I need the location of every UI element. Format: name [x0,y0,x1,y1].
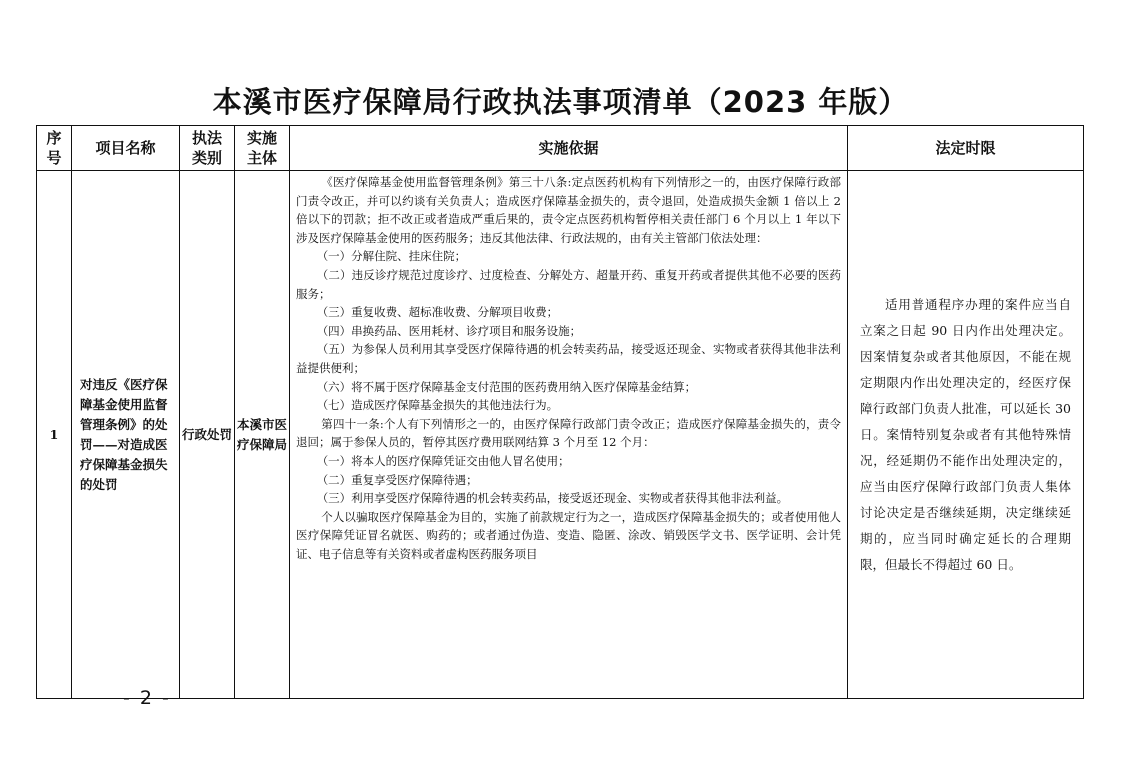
header-seq: 序号 [37,126,72,171]
table-row [37,171,1084,699]
table-header-row [37,126,1084,171]
basis-paragraph: 第四十一条:个人有下列情形之一的，由医疗保障行政部门责令改正；造成医疗保障基金损失的，责令退回；属于参保人员的，暂停其医疗费用联网结算 3 个月至 12 个月： [296,416,841,450]
basis-paragraph: （一）将本人的医疗保障凭证交由他人冒名使用； [316,453,570,468]
basis-paragraph: 个人以骗取医疗保障基金为目的，实施了前款规定行为之一，造成医疗保障基金损失的；或者使用他人医疗保障凭证冒名就医、购药的；或者通过伪造、变造、隐匿、涂改、销毁医学文书、医学证明、会计凭证、电子信息等有关资料或者虚构医药服务项目 [296,509,841,561]
header-time-limit: 法定时限 [848,126,1084,171]
header-name: 项目名称 [72,126,180,171]
cell-item-name: 对违反《医疗保障基金使用监督管理条例》的处罚——对造成医疗保障基金损失的处罚 [72,171,180,699]
header-category: 执法类别 [180,126,235,171]
time-limit-text: 适用普通程序办理的案件应当自立案之日起 90 日内作出处理决定。因案情复杂或者其他原因，不能在规定期限内作出处理决定的，经医疗保障行政部门负责人批准，可以延长 30 日。案情特别复杂或者有其他特殊情况，经延期仍不能作出处理决定的，应当由医疗保障行政部门负责人集体讨论决定是否继续延期，决定继续延期的，应当同时确定延长的合理期限，但最长不得超过 60 日。 [860,296,1071,572]
header-basis: 实施依据 [290,126,848,171]
legal-basis-text [296,173,841,698]
enforcement-items-table [36,125,1084,699]
basis-paragraph: （二）违反诊疗规范过度诊疗、过度检查、分解处方、超量开药、重复开药或者提供其他不必要的医药服务； [296,267,841,301]
cell-implementing-body: 本溪市医疗保障局 [235,171,290,699]
cell-legal-basis [290,171,848,699]
basis-paragraph: （二）重复享受医疗保障待遇； [316,472,478,487]
header-body: 实施主体 [235,126,290,171]
basis-paragraph: （五）为参保人员利用其享受医疗保障待遇的机会转卖药品，接受返还现金、实物或者获得其他非法利益提供便利； [296,342,841,375]
basis-paragraph: （一）分解住院、挂床住院； [316,249,467,264]
basis-paragraph: （六）将不属于医疗保障基金支付范围的医药费用纳入医疗保障基金结算； [316,379,697,394]
basis-paragraph: （三）重复收费、超标准收费、分解项目收费； [316,305,559,320]
cell-category: 行政处罚 [180,171,235,699]
page-number: - 2 - [123,687,171,709]
document-title: 本溪市医疗保障局行政执法事项清单（2023 年版） [212,85,909,119]
basis-paragraph: （四）串换药品、医用耗材、诊疗项目和服务设施； [316,323,582,338]
basis-paragraph: （三）利用享受医疗保障待遇的机会转卖药品，接受返还现金、实物或者获得其他非法利益。 [316,491,789,506]
basis-paragraph: （七）造成医疗保障基金损失的其他违法行为。 [316,398,559,413]
basis-paragraph: 《医疗保障基金使用监督管理条例》第三十八条:定点医药机构有下列情形之一的，由医疗保障行政部门责令改正，并可以约谈有关负责人；造成医疗保障基金损失的，责令退回，处造成损失金额 1 倍以上 2 倍以下的罚款；拒不改正或者造成严重后果的，责令定点医药机构暂停相关责任部门 6 个月以上 1 年以下涉及医疗保障基金使用的医药服务；违反其他法律、行政法规的，由有关主管部门依法处理： [296,175,841,245]
cell-time-limit [848,171,1084,699]
cell-seq: 1 [37,171,72,699]
